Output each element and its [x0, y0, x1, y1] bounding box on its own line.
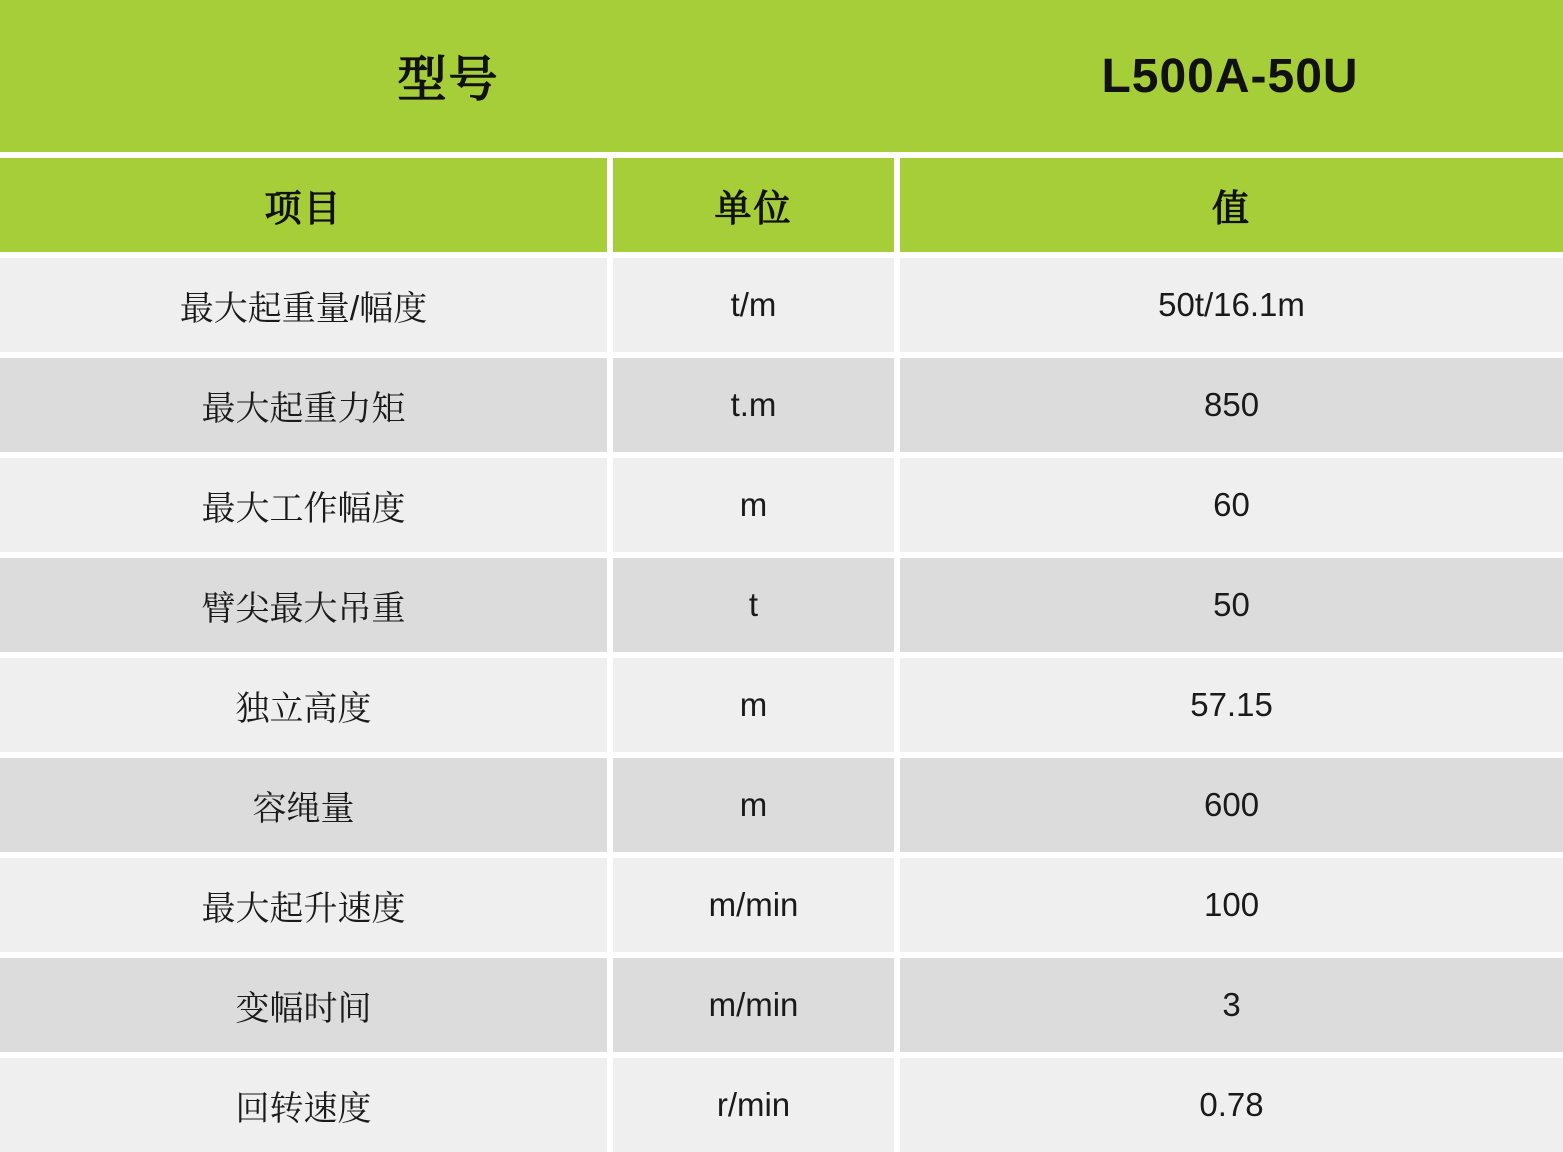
table-row: [0, 755, 1563, 855]
row-value: 57.15: [897, 655, 1563, 755]
row-item: 最大起升速度: [0, 855, 610, 955]
row-unit: m: [610, 655, 897, 755]
table-row: [0, 455, 1563, 555]
table-header-row: [0, 155, 1563, 255]
row-unit: t.m: [610, 355, 897, 455]
row-value: 3: [897, 955, 1563, 1055]
model-value: L500A-50U: [897, 0, 1563, 155]
row-unit: m: [610, 755, 897, 855]
row-unit: m/min: [610, 955, 897, 1055]
row-unit: t: [610, 555, 897, 655]
row-item: 独立高度: [0, 655, 610, 755]
table-row: [0, 555, 1563, 655]
table-row: [0, 1055, 1563, 1152]
table-row: [0, 955, 1563, 1055]
column-header-item: 项目: [0, 155, 610, 255]
row-unit: m/min: [610, 855, 897, 955]
row-item: 回转速度: [0, 1055, 610, 1152]
table-row: [0, 655, 1563, 755]
table-title-row: [0, 0, 1563, 155]
row-value: 600: [897, 755, 1563, 855]
row-item: 最大起重力矩: [0, 355, 610, 455]
row-item: 容绳量: [0, 755, 610, 855]
row-unit: t/m: [610, 255, 897, 355]
row-item: 变幅时间: [0, 955, 610, 1055]
table-row: [0, 855, 1563, 955]
row-value: 850: [897, 355, 1563, 455]
row-value: 60: [897, 455, 1563, 555]
column-header-value: 值: [897, 155, 1563, 255]
column-header-unit: 单位: [610, 155, 897, 255]
model-label: 型号: [0, 0, 897, 155]
row-value: 0.78: [897, 1055, 1563, 1152]
row-value: 50t/16.1m: [897, 255, 1563, 355]
row-item: 最大起重量/幅度: [0, 255, 610, 355]
table-row: [0, 355, 1563, 455]
row-item: 最大工作幅度: [0, 455, 610, 555]
row-unit: m: [610, 455, 897, 555]
row-unit: r/min: [610, 1055, 897, 1152]
table-row: [0, 255, 1563, 355]
row-value: 50: [897, 555, 1563, 655]
row-item: 臂尖最大吊重: [0, 555, 610, 655]
row-value: 100: [897, 855, 1563, 955]
